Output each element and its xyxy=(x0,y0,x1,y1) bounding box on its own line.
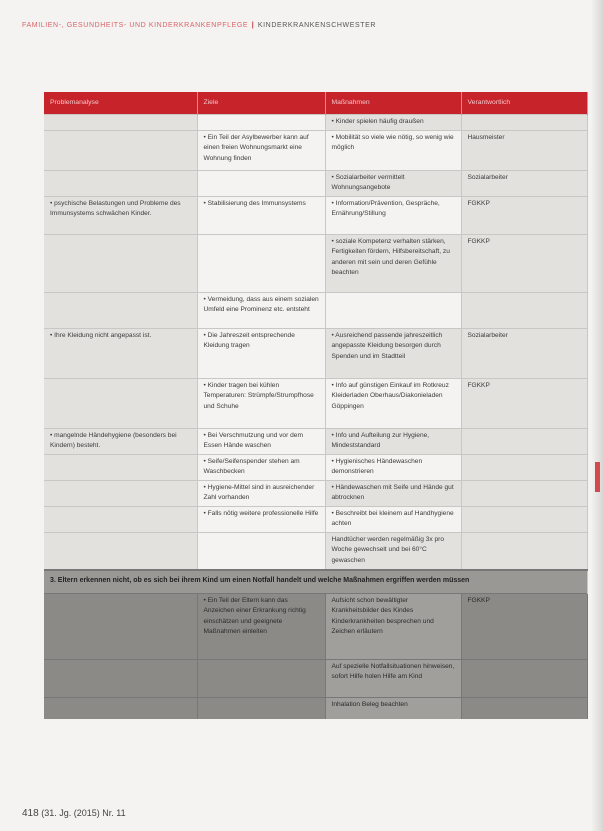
table-cell: • mangelnde Händehygiene (besonders bei Kindern) besteht. xyxy=(44,428,197,454)
table-row xyxy=(44,659,587,697)
table-row xyxy=(44,697,587,719)
header-ziele: Ziele xyxy=(197,92,325,115)
table-cell xyxy=(461,532,587,570)
table-cell xyxy=(461,454,587,480)
table-cell: FGKKP xyxy=(461,378,587,428)
table-cell xyxy=(197,115,325,131)
table-row xyxy=(44,130,587,170)
table-cell: FGKKP xyxy=(461,234,587,292)
table-cell xyxy=(197,170,325,196)
table-cell: • Hygienisches Händewaschen demonstrieren xyxy=(325,454,461,480)
table-cell: • Mobilität so viele wie nötig, so wenig wie möglich xyxy=(325,130,461,170)
running-head xyxy=(22,22,376,29)
table-cell xyxy=(44,130,197,170)
table-cell xyxy=(44,697,197,719)
table-cell xyxy=(44,234,197,292)
table-cell: • Beschreibt bei kleinem auf Handhygiene achten xyxy=(325,506,461,532)
table-cell xyxy=(44,292,197,328)
section-heading-row xyxy=(44,570,587,593)
table-cell: • Falls nötig weitere professionelle Hilfe xyxy=(197,506,325,532)
table-cell xyxy=(197,234,325,292)
table-cell: • Ein Teil der Eltern kann das Anzeichen einer Erkrankung richtig einschätzen und geeignete Maßnahmen einleiten xyxy=(197,593,325,659)
table-row xyxy=(44,428,587,454)
table-cell xyxy=(197,532,325,570)
table-row xyxy=(44,115,587,131)
table-cell: • Ausreichend passende jahreszeitlich angepasste Kleidung besorgen durch Spenden und im Stadtteil xyxy=(325,328,461,378)
table-cell xyxy=(44,480,197,506)
table-header-row xyxy=(44,92,587,115)
table-cell xyxy=(44,593,197,659)
table-cell xyxy=(44,532,197,570)
header-problemanalyse: Problemanalyse xyxy=(44,92,197,115)
page-footer xyxy=(22,808,126,819)
table-cell: Hausmeister xyxy=(461,130,587,170)
table-row xyxy=(44,378,587,428)
table-cell: • Info auf günstigen Einkauf im Rotkreuz Kleiderladen Oberhaus/Diakonieladen Göppingen xyxy=(325,378,461,428)
table-cell: Aufsicht schon bewältigter Krankheitsbilder des Kindes Kinderkrankheiten besprechen und Zeichen erläutern xyxy=(325,593,461,659)
table-cell xyxy=(44,454,197,480)
table-cell: Sozialarbeiter xyxy=(461,328,587,378)
table-cell: • Vermeidung, dass aus einem sozialen Umfeld eine Prominenz etc. entsteht xyxy=(197,292,325,328)
table-cell xyxy=(461,506,587,532)
table-row xyxy=(44,170,587,196)
table-cell: Sozialarbeiter xyxy=(461,170,587,196)
table-cell xyxy=(44,170,197,196)
table-cell: • Information/Prävention, Gespräche, Ernährung/Stillung xyxy=(325,196,461,234)
page-edge-shadow xyxy=(591,0,603,831)
header-verantwortlich: Verantwortlich xyxy=(461,92,587,115)
table-cell xyxy=(44,115,197,131)
journal-issue: (31. Jg. (2015) Nr. 11 xyxy=(41,808,126,818)
table-cell: • Kinder spielen häufig draußen xyxy=(325,115,461,131)
table-cell: • Ihre Kleidung nicht angepasst ist. xyxy=(44,328,197,378)
header-massnahmen: Maßnahmen xyxy=(325,92,461,115)
table-row xyxy=(44,480,587,506)
section-heading: 3. Eltern erkennen nicht, ob es sich bei ihrem Kind um einen Notfall handelt und welche Maßnahmen ergriffen werden müssen xyxy=(44,570,587,593)
table-cell: Handtücher werden regelmäßig 3x pro Woche gewechselt und bei 60°C gewaschen xyxy=(325,532,461,570)
table-cell: Auf spezielle Notfallsituationen hinweisen, sofort Hilfe holen Hilfe am Kind xyxy=(325,659,461,697)
running-head-right: KINDERKRANKENSCHWESTER xyxy=(257,22,377,29)
table-row xyxy=(44,196,587,234)
table-cell xyxy=(461,480,587,506)
table-row xyxy=(44,292,587,328)
table-cell: • Sozialarbeiter vermittelt Wohnungsangebote xyxy=(325,170,461,196)
table-cell: • psychische Belastungen und Probleme des Immunsystems schwächen Kinder. xyxy=(44,196,197,234)
table-cell: • Hygiene-Mittel sind in ausreichender Zahl vorhanden xyxy=(197,480,325,506)
table-cell xyxy=(44,506,197,532)
care-plan-table xyxy=(44,92,588,719)
table-cell xyxy=(197,697,325,719)
table-cell: FGKKP xyxy=(461,593,587,659)
table-row xyxy=(44,506,587,532)
running-head-left: FAMILIEN-, GESUNDHEITS- UND KINDERKRANKENPFLEGE xyxy=(22,22,249,29)
table-cell: FGKKP xyxy=(461,196,587,234)
table-cell: • Seife/Seifenspender stehen am Waschbecken xyxy=(197,454,325,480)
table-row xyxy=(44,328,587,378)
table-cell: • Händewaschen mit Seife und Hände gut abtrocknen xyxy=(325,480,461,506)
table-cell: • Die Jahreszeit entsprechende Kleidung tragen xyxy=(197,328,325,378)
table-row xyxy=(44,454,587,480)
table-row xyxy=(44,234,587,292)
table-cell xyxy=(461,428,587,454)
table-cell xyxy=(197,659,325,697)
table-cell: Inhalation Beleg beachten xyxy=(325,697,461,719)
table-cell: • Kinder tragen bei kühlen Temperaturen: Strümpfe/Strumpfhose und Schuhe xyxy=(197,378,325,428)
table-cell xyxy=(461,115,587,131)
table-cell: • soziale Kompetenz verhalten stärken, Fertigkeiten fördern, Hilfsbereitschaft, zu anderen mit sein und deren Gefühle beachten xyxy=(325,234,461,292)
table-cell xyxy=(325,292,461,328)
running-head-separator: | xyxy=(251,22,255,29)
table-row xyxy=(44,532,587,570)
table-cell: • Ein Teil der Asylbewerber kann auf einen freien Wohnungsmarkt eine Wohnung finden xyxy=(197,130,325,170)
table-cell xyxy=(44,378,197,428)
table-cell xyxy=(461,659,587,697)
table-cell xyxy=(44,659,197,697)
page-number: 418 xyxy=(22,808,39,819)
table-cell: • Info und Aufteilung zur Hygiene, Mindeststandard xyxy=(325,428,461,454)
table-cell: • Stabilisierung des Immunsystems xyxy=(197,196,325,234)
table-cell xyxy=(461,292,587,328)
page-marker xyxy=(595,462,600,492)
table-row xyxy=(44,593,587,659)
table-cell xyxy=(461,697,587,719)
table-cell: • Bei Verschmutzung und vor dem Essen Hände waschen xyxy=(197,428,325,454)
